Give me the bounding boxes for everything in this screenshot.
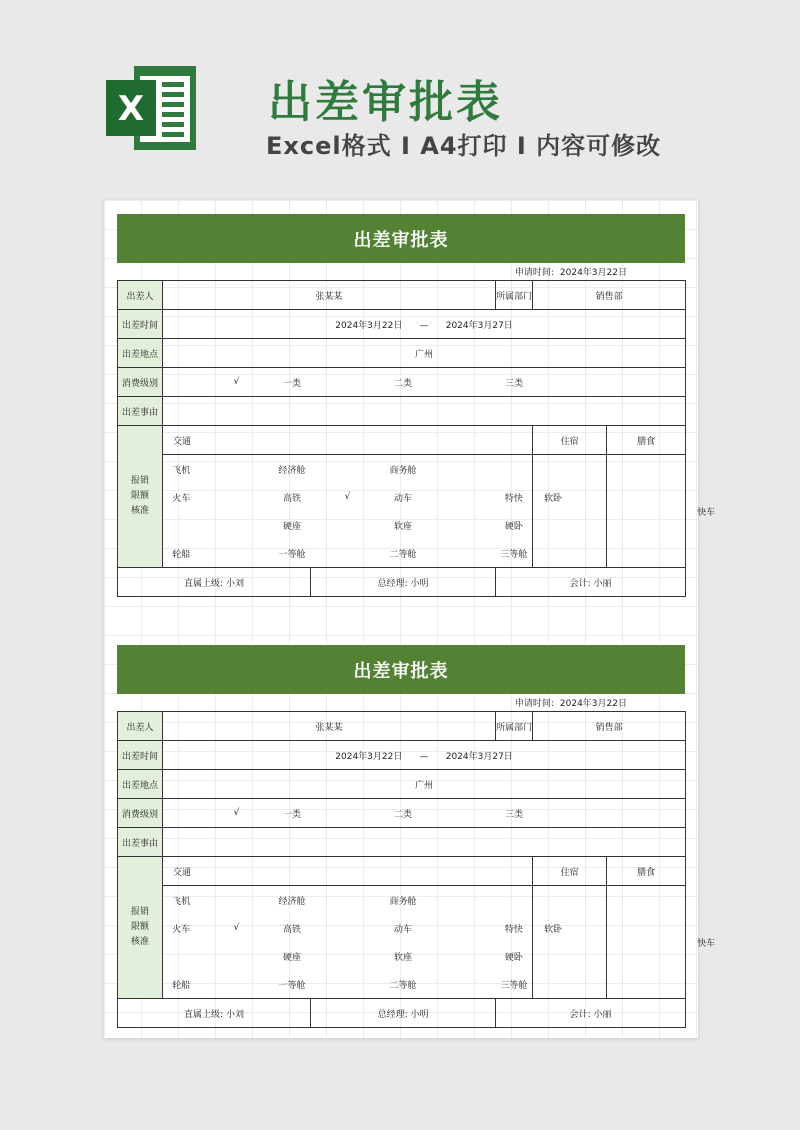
level-check-3[interactable]	[422, 799, 496, 828]
check-cell[interactable]	[422, 970, 496, 999]
limit-label-line-1: 报销	[130, 476, 149, 486]
accountant-label: 会计:	[569, 1009, 591, 1020]
limit-label	[118, 857, 163, 999]
level-check-2[interactable]	[311, 799, 385, 828]
check-cell[interactable]	[311, 942, 385, 970]
ship-label: 轮船	[163, 970, 200, 999]
train-label: 火车	[172, 924, 191, 935]
transport-header: 交通	[163, 426, 274, 455]
level-option-1: 一类	[274, 368, 311, 397]
level-label: 消费级别	[118, 799, 163, 828]
time-start: 2024年3月22日	[335, 751, 403, 762]
accountant-label: 会计:	[569, 578, 591, 589]
limit-label-line-2: 限额	[130, 491, 149, 501]
dept-label: 所属部门	[496, 712, 533, 741]
place-label: 出差地点	[118, 770, 163, 799]
check-cell[interactable]	[311, 886, 385, 915]
lodging-header: 住宿	[533, 426, 607, 455]
express-label: 特快 软卧	[496, 914, 533, 942]
traveler-label: 出差人	[118, 281, 163, 310]
reason-label: 出差事由	[118, 828, 163, 857]
check-cell[interactable]	[200, 942, 274, 970]
level-spacer	[163, 799, 200, 828]
high-speed-check[interactable]: √	[233, 923, 240, 933]
lodging-value[interactable]	[533, 886, 607, 999]
check-cell[interactable]	[311, 539, 385, 568]
gm-cell[interactable]	[311, 999, 496, 1028]
economy-label: 经济舱	[278, 465, 306, 476]
page-subtitle: Excel格式 I A4打印 I 内容可修改	[266, 132, 662, 160]
accountant-cell[interactable]	[496, 568, 686, 597]
apply-date-label: 申请时间:	[514, 699, 554, 709]
gm-label: 总经理:	[377, 1009, 408, 1020]
hard-sleeper-label: 硬卧	[504, 952, 523, 963]
fast-label: 快车	[697, 507, 716, 518]
check-cell[interactable]	[311, 511, 385, 539]
meals-value[interactable]	[607, 455, 716, 568]
time-end: 2024年3月27日	[445, 320, 513, 331]
traveler-value[interactable]: 张某某	[163, 281, 496, 310]
soft-seat-label: 软座	[393, 952, 412, 963]
form-table	[117, 280, 716, 597]
level-label: 消费级别	[118, 368, 163, 397]
bullet-train-label: 动车	[393, 924, 412, 935]
dept-value[interactable]: 销售部	[533, 281, 686, 310]
fast-label: 快车	[697, 938, 716, 949]
hard-seat-label: 硬座	[282, 521, 301, 532]
form-banner: 出差审批表	[117, 214, 685, 263]
level-option-2: 二类	[385, 368, 422, 397]
reason-value[interactable]	[163, 828, 686, 857]
approval-form-2	[117, 645, 716, 1028]
supervisor-value: 小刘	[225, 578, 244, 589]
third-class-label: 三等舱	[496, 539, 533, 568]
accountant-cell[interactable]	[496, 999, 686, 1028]
supervisor-label: 直属上级:	[184, 578, 224, 589]
economy-label: 经济舱	[278, 896, 306, 907]
check-cell[interactable]	[311, 914, 385, 942]
lodging-header: 住宿	[533, 857, 607, 886]
check-cell[interactable]	[311, 455, 385, 484]
apply-date-label: 申请时间:	[514, 268, 554, 278]
soft-sleeper-label: 软卧	[544, 493, 563, 504]
high-speed-label: 高铁	[282, 493, 301, 504]
limit-label	[118, 426, 163, 568]
time-label: 出差时间	[118, 310, 163, 339]
check-cell[interactable]	[422, 539, 496, 568]
form-banner: 出差审批表	[117, 645, 685, 694]
empty-cell	[163, 511, 200, 539]
check-cell[interactable]	[200, 970, 274, 999]
check-cell[interactable]	[200, 886, 274, 915]
check-cell[interactable]	[422, 483, 496, 511]
level-option-2: 二类	[385, 799, 422, 828]
lodging-value[interactable]	[533, 455, 607, 568]
page-header	[0, 0, 800, 190]
supervisor-cell[interactable]	[118, 568, 311, 597]
level-blank	[533, 799, 686, 828]
check-cell[interactable]	[200, 455, 274, 484]
place-value[interactable]: 广州	[163, 770, 686, 799]
express-label: 特快 软卧	[496, 483, 533, 511]
accountant-value: 小丽	[593, 578, 612, 589]
hard-seat-label: 硬座	[282, 952, 301, 963]
apply-date-row	[117, 263, 685, 280]
level-spacer	[163, 368, 200, 397]
place-value[interactable]: 广州	[163, 339, 686, 368]
second-class-label: 二等舱	[385, 970, 422, 999]
level-check-3[interactable]	[422, 368, 496, 397]
apply-date-value: 2024年3月22日	[559, 268, 627, 278]
svg-text:X: X	[117, 89, 145, 129]
transport-blank	[274, 857, 533, 886]
accountant-value: 小丽	[593, 1009, 612, 1020]
empty-cell	[163, 942, 200, 970]
limit-label-line-3: 核准	[130, 937, 149, 947]
transport-header: 交通	[163, 857, 274, 886]
level-option-3: 三类	[496, 368, 533, 397]
page-title: 出差审批表	[268, 77, 503, 128]
hard-sleeper-label: 硬卧	[504, 521, 523, 532]
place-label: 出差地点	[118, 339, 163, 368]
supervisor-cell[interactable]	[118, 999, 311, 1028]
traveler-value[interactable]: 张某某	[163, 712, 496, 741]
check-cell[interactable]	[422, 942, 496, 970]
transport-blank	[274, 426, 533, 455]
empty-cell	[496, 455, 533, 484]
limit-label-line-1: 报销	[130, 907, 149, 917]
ship-label: 轮船	[163, 539, 200, 568]
reason-label: 出差事由	[118, 397, 163, 426]
time-end: 2024年3月27日	[445, 751, 513, 762]
meals-value[interactable]	[607, 886, 716, 999]
limit-label-line-2: 限额	[130, 922, 149, 932]
time-dash: —	[419, 320, 429, 331]
approval-form-1	[117, 214, 716, 597]
gm-value: 小明	[410, 1009, 429, 1020]
high-speed-label: 高铁	[282, 924, 301, 935]
check-cell[interactable]	[422, 455, 496, 484]
supervisor-label: 直属上级:	[184, 1009, 224, 1020]
level-option-1: 一类	[274, 799, 311, 828]
level-check-2[interactable]	[311, 368, 385, 397]
meals-header: 膳食	[607, 857, 686, 886]
gm-cell[interactable]	[311, 568, 496, 597]
check-cell[interactable]	[200, 511, 274, 539]
third-class-label: 三等舱	[496, 970, 533, 999]
apply-date-row	[117, 694, 685, 711]
check-cell[interactable]	[422, 914, 496, 942]
business-label: 商务舱	[389, 465, 417, 476]
business-label: 商务舱	[389, 896, 417, 907]
check-cell[interactable]	[200, 539, 274, 568]
plane-label: 飞机	[172, 896, 191, 907]
apply-date-value: 2024年3月22日	[559, 699, 627, 709]
time-dash: —	[419, 751, 429, 762]
traveler-label: 出差人	[118, 712, 163, 741]
soft-seat-label: 软座	[393, 521, 412, 532]
time-value[interactable]	[163, 741, 686, 770]
gm-label: 总经理:	[377, 578, 408, 589]
meals-header: 膳食	[607, 426, 686, 455]
level-check[interactable]: √	[200, 799, 274, 828]
second-class-label: 二等舱	[385, 539, 422, 568]
check-cell[interactable]	[200, 483, 274, 511]
time-start: 2024年3月22日	[335, 320, 403, 331]
bullet-train-label: 动车	[393, 493, 412, 504]
form-table	[117, 711, 716, 1028]
level-option-3: 三类	[496, 799, 533, 828]
train-label: 火车	[172, 493, 191, 504]
soft-sleeper-label: 软卧	[544, 924, 563, 935]
sheet-paper	[104, 200, 716, 1038]
supervisor-value: 小刘	[225, 1009, 244, 1020]
excel-logo-icon	[104, 62, 200, 154]
time-value[interactable]	[163, 310, 686, 339]
time-label: 出差时间	[118, 741, 163, 770]
first-class-label: 一等舱	[274, 539, 311, 568]
empty-cell	[496, 886, 533, 915]
first-class-label: 一等舱	[274, 970, 311, 999]
limit-label-line-3: 核准	[130, 506, 149, 516]
level-blank	[533, 368, 686, 397]
dept-label: 所属部门	[496, 281, 533, 310]
check-cell[interactable]	[311, 970, 385, 999]
level-check[interactable]: √	[200, 368, 274, 397]
dept-value[interactable]: 销售部	[533, 712, 686, 741]
plane-label: 飞机	[172, 465, 191, 476]
high-speed-check[interactable]: √	[344, 492, 351, 502]
reason-value[interactable]	[163, 397, 686, 426]
check-cell[interactable]	[422, 511, 496, 539]
gm-value: 小明	[410, 578, 429, 589]
check-cell[interactable]	[422, 886, 496, 915]
